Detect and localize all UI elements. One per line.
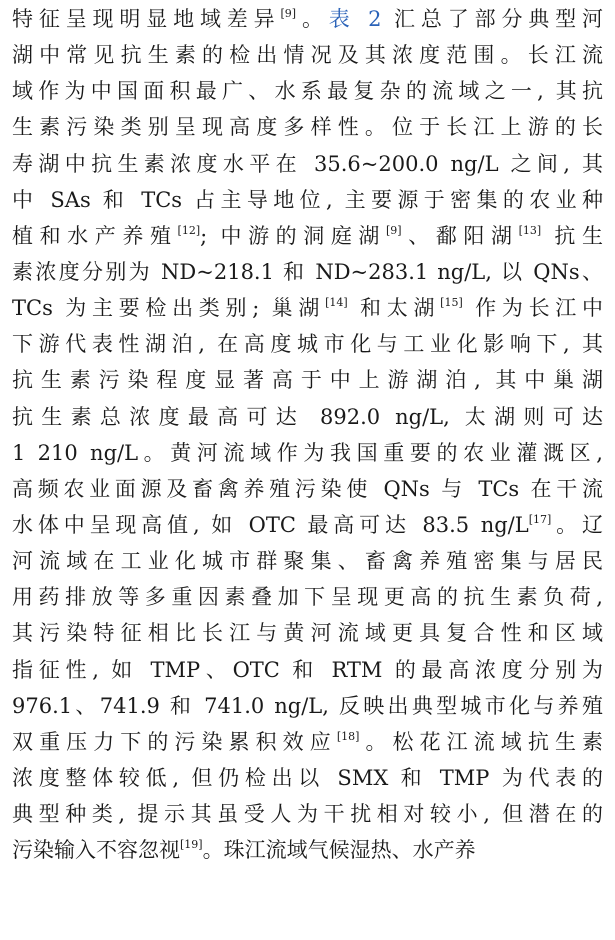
text-run: 污染输入不容忽视 [12,838,180,863]
text-run: 域作为中国面积最广、水系最复杂的流域之一, 其抗 [12,79,603,104]
text-run: 抗生素总浓度最高可达 892.0 ng/L, 太湖则可达 [12,404,603,429]
citation-ref[interactable]: [17] [528,512,552,526]
text-run: 特征呈现明显地域差异 [12,7,281,31]
text-line [12,615,603,651]
text-run: 1 210 ng/L。黄河流域作为我国重要的农业灌溉区, [12,440,603,465]
text-run: 河流域在工业化城市群聚集、畜禽养殖密集与居民 [12,549,603,574]
text-run: 植和水产养殖 [12,223,178,248]
citation-ref[interactable]: [14] [325,296,348,310]
text-run: 寿湖中抗生素浓度水平在 35.6~200.0 ng/L 之间, 其 [12,151,603,176]
text-run: 典型种类, 提示其虽受人为干扰相对较小, 但潜在的 [12,802,603,827]
text-line [12,254,603,290]
text-run: 和太湖 [347,296,441,321]
text-line [12,724,603,760]
text-run: 中 SAs 和 TCs 占主导地位, 主要源于密集的农业种 [12,187,603,212]
text-line [12,507,603,543]
text-line [12,796,603,832]
citation-ref[interactable]: [9] [280,7,297,20]
text-line [12,182,603,218]
text-run: 浓度整体较低, 但仍检出以 SMX 和 TMP 为代表的 [12,765,603,790]
text-line [12,37,603,73]
text-run: 。珠江流域气候湿热、水产养 [202,838,476,863]
text-line [12,652,603,688]
text-run: 。 [296,7,329,31]
text-run: 指征性, 如 TMP、OTC 和 RTM 的最高浓度分别为 [12,657,603,682]
text-line [12,146,603,182]
text-run: ; 中游的洞庭湖 [200,223,387,248]
citation-ref[interactable]: [19] [180,838,203,852]
text-line [12,326,603,362]
text-run: 水体中呈现高值, 如 OTC 最高可达 83.5 ng/L [12,512,529,537]
text-line [12,290,603,326]
text-line [12,109,603,145]
text-run: TCs 为主要检出类别; 巢湖 [12,296,326,321]
text-run: 双重压力下的污染累积效应 [12,729,337,754]
text-run: 用药排放等多重因素叠加下呈现更高的抗生素负荷, [12,585,603,610]
text-run: 976.1、741.9 和 741.0 ng/L, 反映出典型城市化与养殖 [12,693,603,718]
text-run: 抗生 [541,223,604,248]
text-line [12,1,603,37]
text-run: 素浓度分别为 ND~218.1 和 ND~283.1 ng/L, 以 QNs、 [12,259,603,284]
text-line [12,399,603,435]
text-line [12,760,603,796]
citation-ref[interactable]: [18] [336,729,360,743]
text-run: 高频农业面源及畜禽养殖污染使 QNs 与 TCs 在干流 [12,476,603,501]
citation-ref[interactable]: [9] [386,223,402,237]
text-run: 湖中常见抗生素的检出情况及其浓度范围。长江流 [12,43,603,68]
text-line [12,471,603,507]
text-run: 抗生素污染程度显著高于中上游湖泊, 其中巢湖 [12,368,603,393]
text-run: 。辽 [551,512,603,537]
table-ref-link[interactable]: 表 2 [328,7,382,31]
text-run: 汇总了部分典型河 [381,7,603,31]
text-run: 生素污染类别呈现高度多样性。位于长江上游的长 [12,115,603,140]
text-line [12,688,603,724]
text-run: 下游代表性湖泊, 在高度城市化与工业化影响下, 其 [12,332,603,357]
citation-ref[interactable]: [15] [440,296,463,310]
text-run: 、鄱阳湖 [401,223,519,248]
text-run: 作为长江中 [462,296,603,321]
text-run: 。松花江流域抗生素 [359,729,604,754]
text-line [12,362,603,398]
text-line [12,218,603,254]
citation-ref[interactable]: [13] [518,223,542,237]
text-run: 其污染特征相比长江与黄河流域更具复合性和区域 [12,621,603,646]
text-line [12,832,603,868]
text-line [12,543,603,579]
citation-ref[interactable]: [12] [177,223,201,237]
text-line [12,73,603,109]
text-line [12,435,603,471]
text-line [12,579,603,615]
